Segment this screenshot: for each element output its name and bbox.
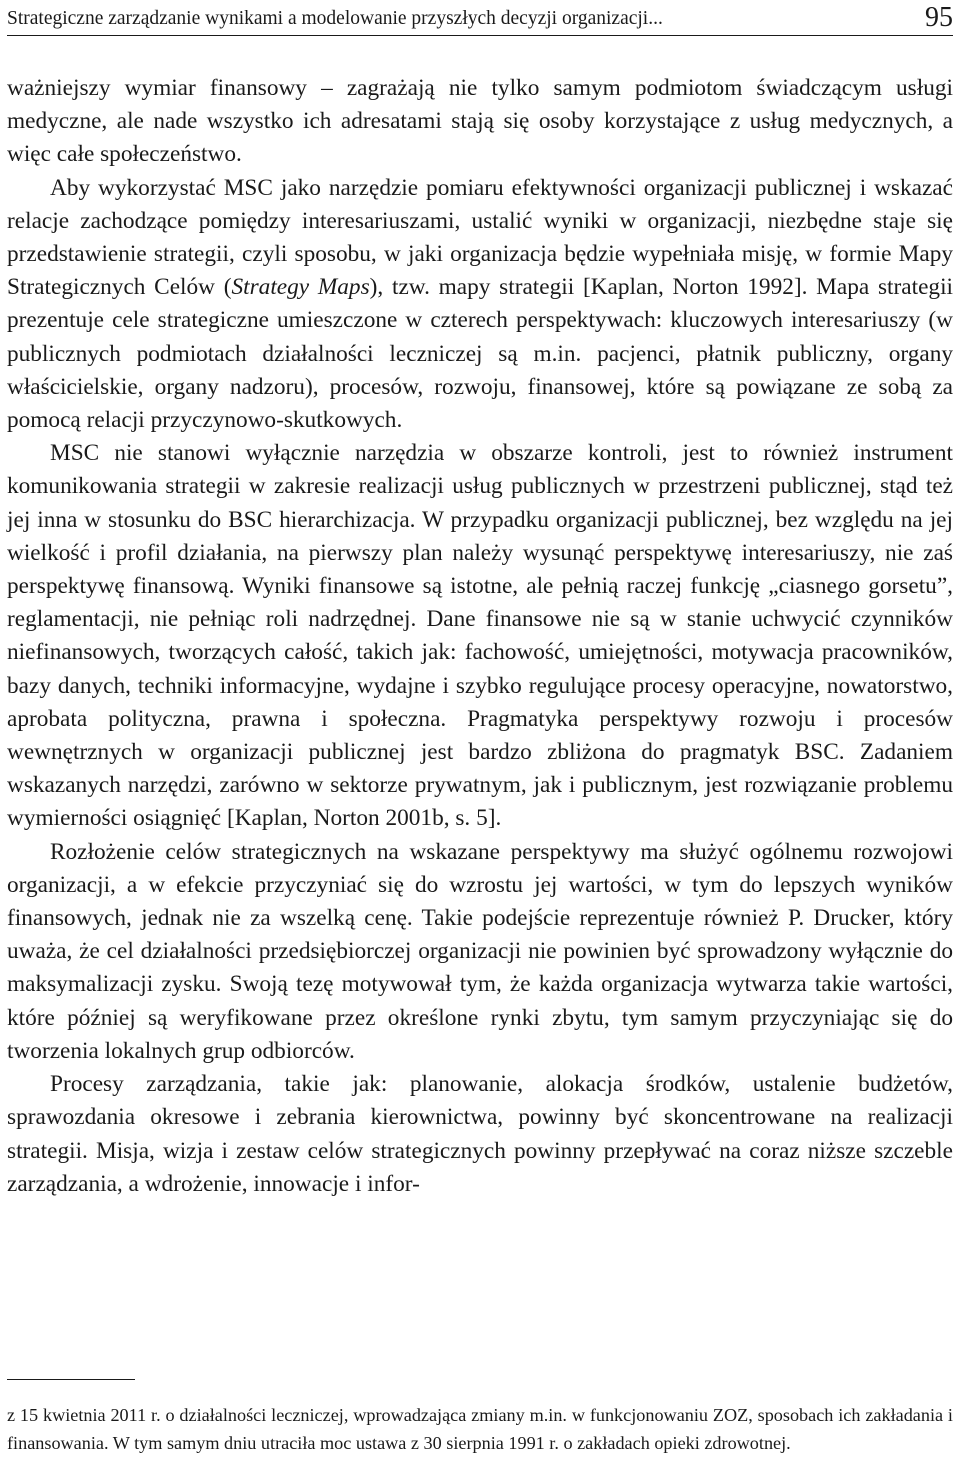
body-text [7, 72, 953, 1201]
footnote: z 15 kwietnia 2011 r. o działalności leczniczej, wprowadzająca zmiany m.in. w funkcjonowaniu ZOZ, sposobach ich zakładania i finansowania. W tym samym dniu utraciła moc ustawa z 30 sierpnia 1991 r. o zakładach opieki zdrowotnej. [7, 1405, 953, 1453]
paragraph-text-before-italic: Aby wykorzystać MSC jako narzędzie pomiaru efektywności organizacji publicznej i wskazać relacje zachodzące pomiędzy interesariuszami, ustalić wyniki w organizacji, niezbędne staje się przedstawienie strategii, czyli sposobu, w jaki organizacja będzie wypełniała misję, w formie Mapy Strategicznych Celów ( [7, 174, 953, 301]
header-rule [7, 35, 953, 36]
paragraph-text-after-italic: ), tzw. mapy strategii [Kaplan, Norton 1992]. Mapa strategii prezentuje cele strategiczne umieszczone w czterech perspektywach: kluczowych interesariuszy (w publicznych podmiotach działalności leczniczej są m.in. pacjenci, płatnik publiczny, organy właścicielskie, organy nadzoru), procesów, rozwoju, finansowej, które są powiązane ze sobą za pomocą relacji przyczynowo-skutkowych. [7, 274, 954, 434]
paragraph-msc-communication: MSC nie stanowi wyłącznie narzędzia w obszarze kontroli, jest to również instrument komunikowania strategii w zakresie realizacji usług publicznych w przestrzeni publicznej, stąd też jej inna w stosunku do BSC hierarchizacja. W przypadku organizacji publicznej, bez względu na jej wielkość i profil działania, na pierwszy plan należy wysunąć perspektywę interesariuszy, nie zaś perspektywę finansową. Wyniki finansowe są istotne, ale pełnią raczej funkcję „ciasnego gorsetu”, reglamentacji, nie pełniąc roli nadrzędnej. Dane finansowe nie są w stanie uchwycić czynników niefinansowych, tworzących całość, takich jak: fachowość, umiejętności, motywacja pracowników, bazy danych, techniki informacyjne, wydajne i szybko regulujące procesy operacyjne, nowatorstwo, aprobata polityczna, prawna i społeczna. Pragmatyka perspektywy rozwoju i procesów wewnętrznych w organizacji publicznej jest bardzo zbliżona do pragmatyk BSC. Zadaniem wskazanych narzędzi, zarówno w sektorze prywatnym, jak i publicznym, jest rozwiązanie problemu wymierności osiągnięć [Kaplan, Norton 2001b, s. 5]. [7, 440, 953, 832]
paragraph-strategic-goals: Rozłożenie celów strategicznych na wskazane perspektywy ma służyć ogólnemu rozwojowi organizacji, a w efekcie przyczyniać się do wzrostu jej wartości, w tym do lepszych wyników finansowych, jednak nie za wszelką cenę. Takie podejście reprezentuje również P. Drucker, który uważa, że cel działalności przedsiębiorczej organizacji nie powinien być sprowadzony wyłącznie do maksymalizacji zysku. Swoją tezę motywował tym, że każda organizacja wytwarza takie wartości, które później są weryfikowane przez określone rynki zbytu, tym samym przyczyniając się do tworzenia lokalnych grup odbiorców. [7, 838, 953, 1064]
running-title: Strategiczne zarządzanie wynikami a modelowanie przyszłych decyzji organizacji... [7, 8, 663, 29]
page-header [7, 2, 953, 36]
footnote-rule [7, 1379, 135, 1380]
italic-term-strategy-maps: Strategy Maps [231, 274, 370, 301]
paragraph-continuation: ważniejszy wymiar finansowy – zagrażają nie tylko samym podmiotom świadczącym usługi medyczne, ale nade wszystko ich adresatami stają się osoby korzystające z usług medycznych, a więc całe społeczeństwo. [7, 75, 953, 168]
page-number: 95 [925, 2, 953, 33]
document-page [7, 0, 953, 1484]
paragraph-msc-strategy-maps [7, 172, 953, 438]
paragraph-management-processes: Procesy zarządzania, takie jak: planowanie, alokacja środków, ustalenie budżetów, sprawozdania okresowe i zebrania kierownictwa, powinny być skoncentrowane na realizacji strategii. Misja, wizja i zestaw celów strategicznych powinny przepływać na coraz niższe szczeble zarządzania, a wdrożenie, innowacje i infor- [7, 1071, 953, 1197]
